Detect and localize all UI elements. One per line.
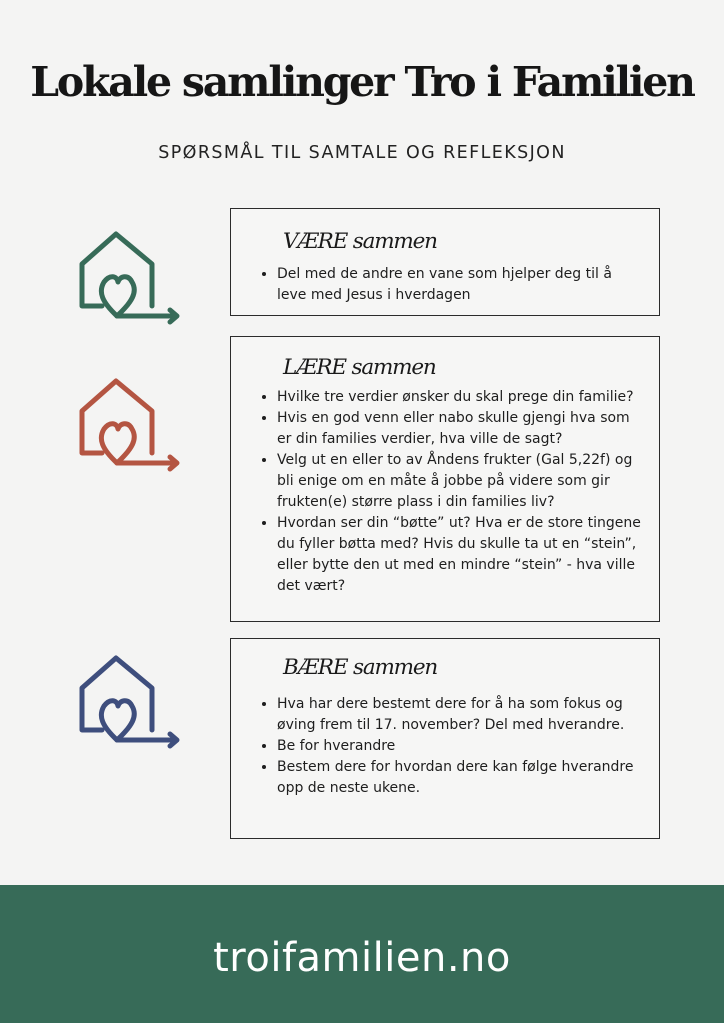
question-item: • Bestem dere for hvordan dere kan følge hverandre opp de neste ukene.	[277, 757, 641, 799]
question-list	[257, 387, 641, 597]
page-title: Lokale samlinger Tro i Familien	[30, 58, 694, 106]
question-list	[257, 694, 641, 799]
question-item: • Del med de andre en vane som hjelper deg til å leve med Jesus i hverdagen	[277, 264, 641, 306]
question-item: • Hvordan ser din “bøtte” ut? Hva er de store tingene du fyller bøtta med? Hvis du skulle ta ut en “stein”, eller bytte den ut med en mindre “stein” - hva ville det vært?	[277, 513, 641, 597]
question-item: • Be for hverandre	[277, 736, 641, 757]
section-vaere	[230, 208, 660, 316]
question-item: • Hva har dere bestemt dere for å ha som fokus og øving frem til 17. november? Del med hverandre.	[277, 694, 641, 736]
section-heading: LÆRE sammen	[283, 355, 436, 380]
section-heading: BÆRE sammen	[283, 655, 438, 680]
question-item: • Velg ut en eller to av Åndens frukter (Gal 5,22f) og bli enige om en måte å jobbe på videre som gir frukten(e) større plass i din families liv?	[277, 450, 641, 513]
house-heart-arrow-icon	[74, 650, 186, 754]
house-heart-arrow-icon	[74, 373, 186, 477]
footer-website: troifamilien.no	[213, 935, 511, 981]
house-heart-arrow-icon	[74, 226, 186, 330]
section-laere	[230, 336, 660, 622]
question-list	[257, 264, 641, 306]
section-baere	[230, 638, 660, 839]
page-subtitle: SPØRSMÅL TIL SAMTALE OG REFLEKSJON	[158, 143, 566, 163]
question-item: • Hvilke tre verdier ønsker du skal prege din familie?	[277, 387, 641, 408]
section-heading: VÆRE sammen	[283, 229, 437, 254]
question-item: • Hvis en god venn eller nabo skulle gjengi hva som er din families verdier, hva ville de sagt?	[277, 408, 641, 450]
